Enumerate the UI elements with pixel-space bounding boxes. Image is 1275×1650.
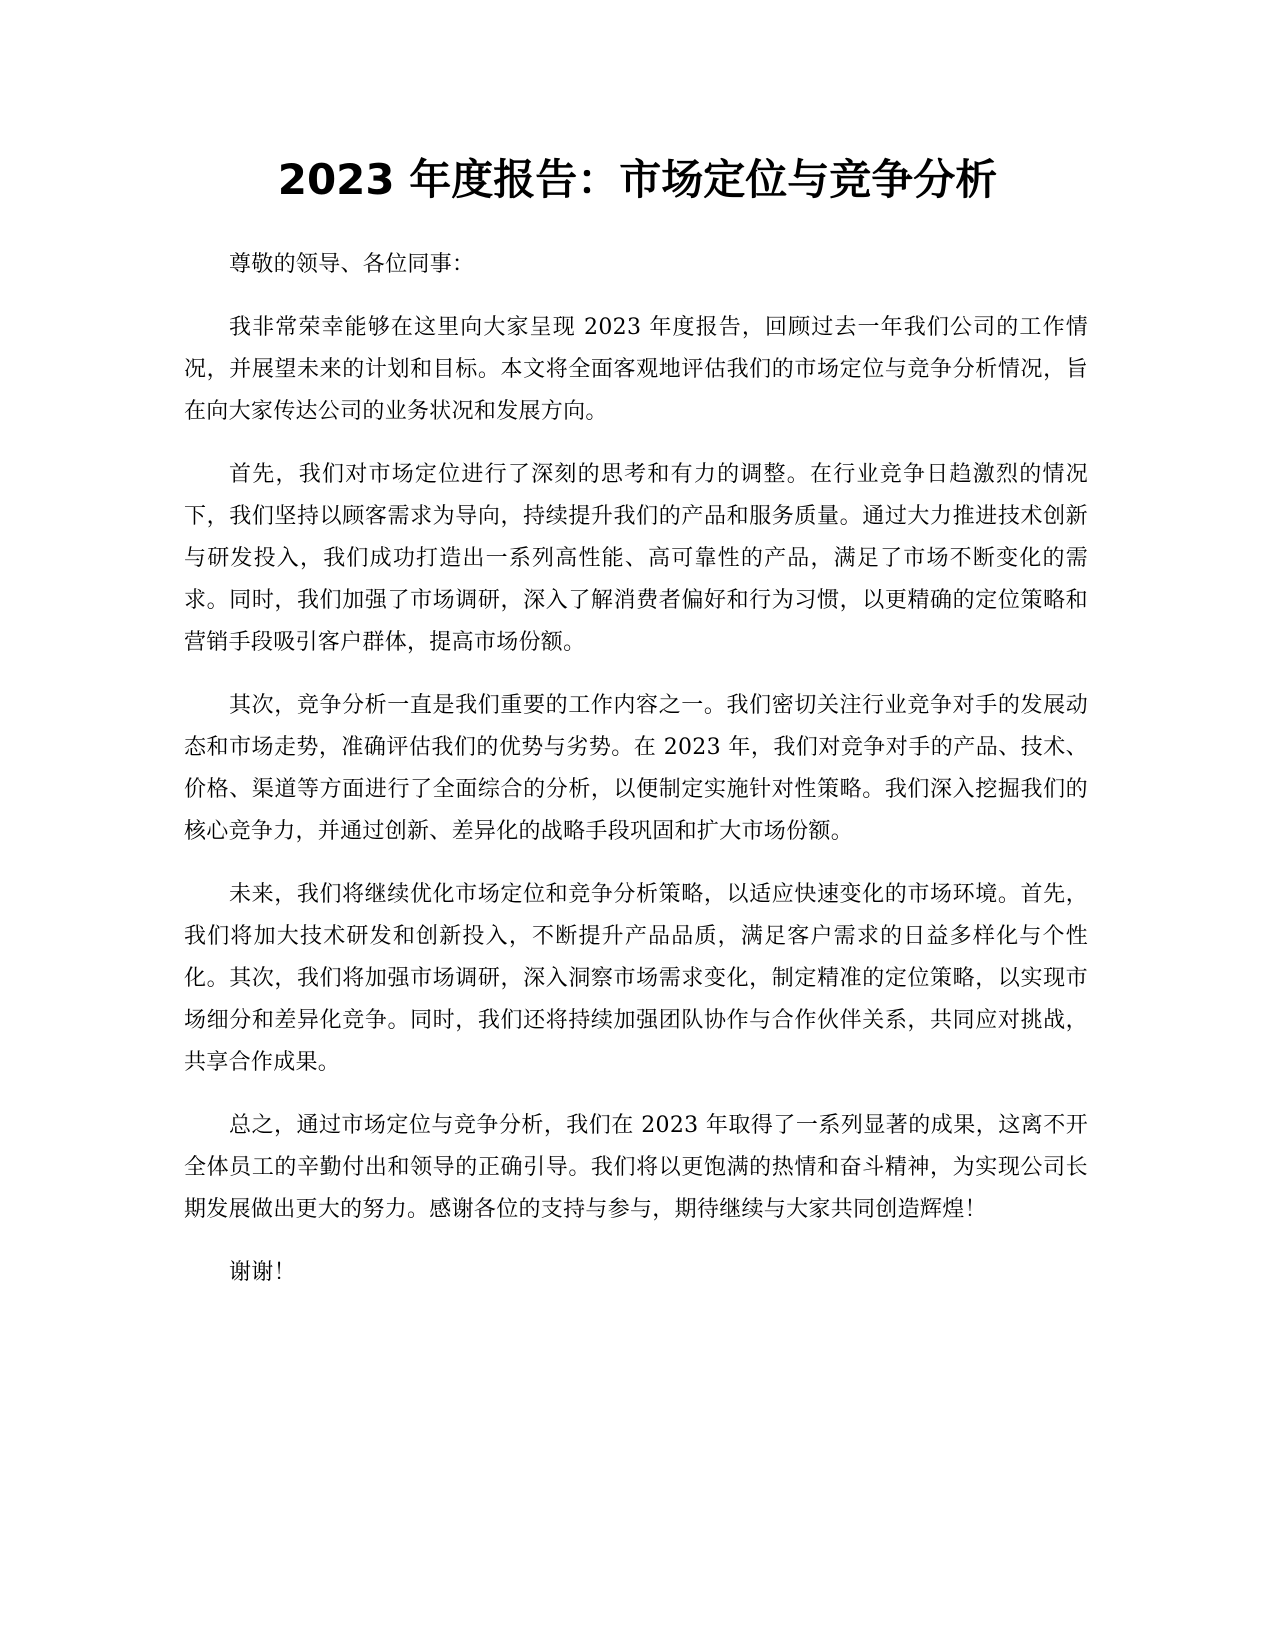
document-body	[184, 244, 1088, 1315]
paragraph-competitive-analysis: 其次，竞争分析一直是我们重要的工作内容之一。我们密切关注行业竞争对手的发展动态和市场走势，准确评估我们的优势与劣势。在 2023 年，我们对竞争对手的产品、技术、价格、渠道等方面进行了全面综合的分析，以便制定实施针对性策略。我们深入挖掘我们的核心竞争力，并通过创新、差异化的战略手段巩固和扩大市场份额。	[184, 693, 1088, 844]
paragraph-closing: 谢谢！	[229, 1260, 296, 1285]
paragraph-conclusion: 总之，通过市场定位与竞争分析，我们在 2023 年取得了一系列显著的成果，这离不开全体员工的辛勤付出和领导的正确引导。我们将以更饱满的热情和奋斗精神，为实现公司长期发展做出更大的努力。感谢各位的支持与参与，期待继续与大家共同创造辉煌！	[184, 1113, 1088, 1222]
document-title: 2023 年度报告：市场定位与竞争分析	[277, 155, 998, 204]
paragraph-future-plans: 未来，我们将继续优化市场定位和竞争分析策略，以适应快速变化的市场环境。首先，我们将加大技术研发和创新投入，不断提升产品品质，满足客户需求的日益多样化与个性化。其次，我们将加强市场调研，深入洞察市场需求变化，制定精准的定位策略，以实现市场细分和差异化竞争。同时，我们还将持续加强团队协作与合作伙伴关系，共同应对挑战，共享合作成果。	[184, 882, 1088, 1075]
paragraph-introduction: 我非常荣幸能够在这里向大家呈现 2023 年度报告，回顾过去一年我们公司的工作情况，并展望未来的计划和目标。本文将全面客观地评估我们的市场定位与竞争分析情况，旨在向大家传达公司的业务状况和发展方向。	[184, 315, 1088, 424]
paragraph-market-positioning: 首先，我们对市场定位进行了深刻的思考和有力的调整。在行业竞争日趋激烈的情况下，我们坚持以顾客需求为导向，持续提升我们的产品和服务质量。通过大力推进技术创新与研发投入，我们成功打造出一系列高性能、高可靠性的产品，满足了市场不断变化的需求。同时，我们加强了市场调研，深入了解消费者偏好和行为习惯，以更精确的定位策略和营销手段吸引客户群体，提高市场份额。	[184, 462, 1088, 655]
paragraph-salutation: 尊敬的领导、各位同事：	[229, 252, 475, 277]
